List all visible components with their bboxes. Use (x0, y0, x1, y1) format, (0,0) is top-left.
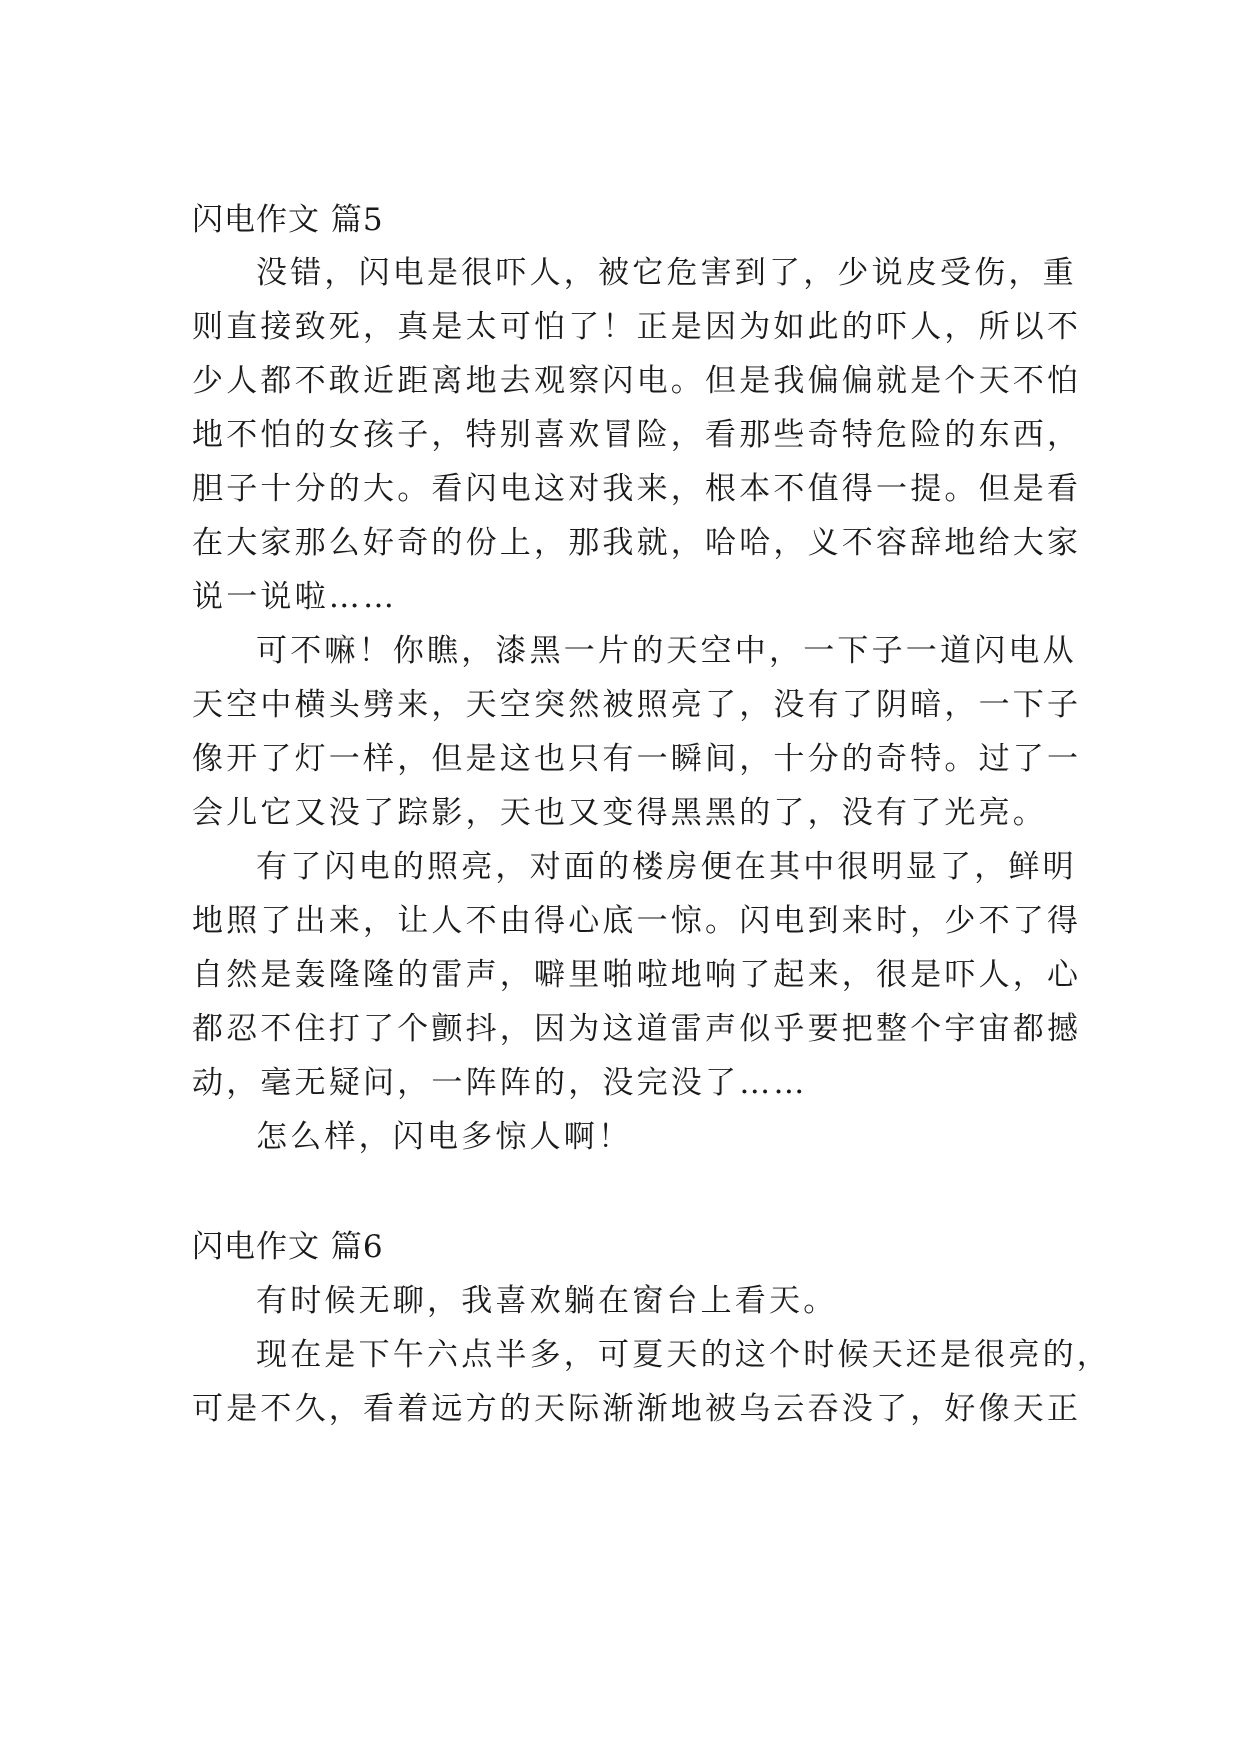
paragraph-line: 都忍不住打了个颤抖，因为这道雷声似乎要把整个宇宙都撼 (192, 1011, 1082, 1047)
paragraph-line: 像开了灯一样，但是这也只有一瞬间，十分的奇特。过了一 (192, 741, 1082, 777)
paragraph-line: 有时候无聊，我喜欢躺在窗台上看天。 (256, 1283, 838, 1319)
paragraph-line: 会儿它又没了踪影，天也又变得黑黑的了，没有了光亮。 (192, 795, 1047, 831)
paragraph-line: 少人都不敢近距离地去观察闪电。但是我偏偏就是个天不怕 (192, 363, 1082, 399)
paragraph-line: 自然是轰隆隆的雷声，噼里啪啦地响了起来，很是吓人，心 (192, 957, 1082, 993)
paragraph-line: 则直接致死，真是太可怕了！正是因为如此的吓人，所以不 (192, 309, 1082, 345)
paragraph-line: 在大家那么好奇的份上，那我就，哈哈，义不容辞地给大家 (192, 525, 1082, 561)
paragraph-line: 动，毫无疑问，一阵阵的，没完没了…… (192, 1065, 808, 1101)
paragraph-line: 有了闪电的照亮，对面的楼房便在其中很明显了，鲜明 (256, 849, 1077, 885)
paragraph-line: 可是不久，看着远方的天际渐渐地被乌云吞没了，好像天正 (192, 1391, 1082, 1427)
paragraph-line: 胆子十分的大。看闪电这对我来，根本不值得一提。但是看 (192, 471, 1082, 507)
section-title: 闪电作文 篇6 (192, 1229, 384, 1265)
section-title: 闪电作文 篇5 (192, 202, 384, 238)
paragraph-line: 没错，闪电是很吓人，被它危害到了，少说皮受伤，重 (256, 255, 1077, 291)
paragraph-line: 地不怕的女孩子，特别喜欢冒险，看那些奇特危险的东西， (192, 417, 1082, 453)
paragraph-line: 天空中横头劈来，天空突然被照亮了，没有了阴暗，一下子 (192, 687, 1082, 723)
paragraph-line: 怎么样，闪电多惊人啊！ (256, 1119, 633, 1155)
paragraph-line: 可不嘛！你瞧，漆黑一片的天空中，一下子一道闪电从 (256, 633, 1077, 669)
paragraph-line: 说一说啦…… (192, 579, 398, 615)
paragraph-line: 地照了出来，让人不由得心底一惊。闪电到来时，少不了得 (192, 903, 1082, 939)
paragraph-line: 现在是下午六点半多，可夏天的这个时候天还是很亮的， (256, 1337, 1111, 1373)
